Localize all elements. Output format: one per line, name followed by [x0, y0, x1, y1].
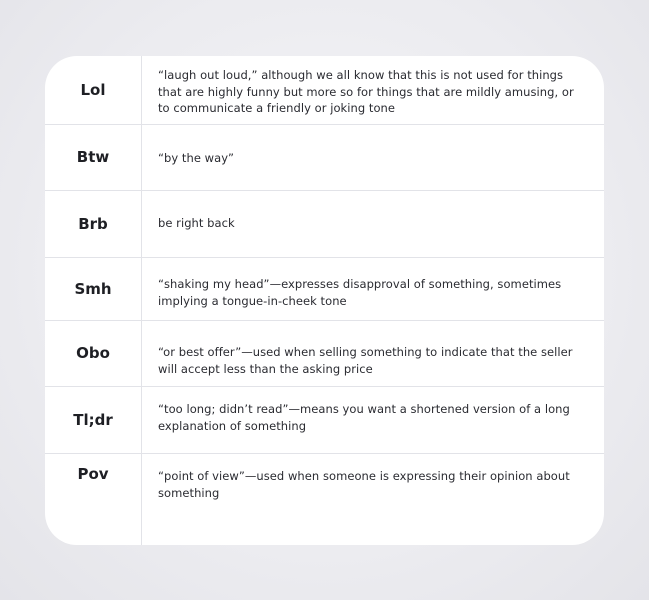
term-cell: Btw [76, 148, 110, 166]
table-row [45, 320, 604, 387]
definition-cell: be right back [158, 216, 235, 230]
table-row [45, 386, 604, 454]
table-row [45, 190, 604, 258]
definition-cell: “too long; didn’t read”—means you want a shortened version of a long explanation of something [158, 402, 570, 433]
table-row [45, 257, 604, 321]
term-cell: Lol [80, 81, 106, 99]
table-row [45, 56, 604, 125]
table-row [45, 124, 604, 191]
table-row [45, 453, 604, 545]
definition-cell: “shaking my head”—expresses disapproval of something, sometimes implying a tongue-in-cheek tone [158, 277, 562, 308]
term-cell: Smh [74, 279, 112, 298]
term-cell: Brb [78, 214, 108, 233]
abbreviations-card [45, 56, 604, 545]
definition-cell: “by the way” [158, 151, 235, 165]
definition-cell: “or best offer”—used when selling something to indicate that the seller will accept less than the asking price [158, 345, 573, 376]
term-cell: Tl;dr [73, 410, 113, 429]
term-cell: Pov [77, 465, 109, 483]
definition-cell: “laugh out loud,” although we all know that this is not used for things that are highly funny but more so for things that are mildly amusing, or to communicate a friendly or joking tone [158, 68, 574, 115]
definition-cell: “point of view”—used when someone is expressing their opinion about something [158, 469, 570, 500]
term-cell: Obo [76, 344, 110, 362]
